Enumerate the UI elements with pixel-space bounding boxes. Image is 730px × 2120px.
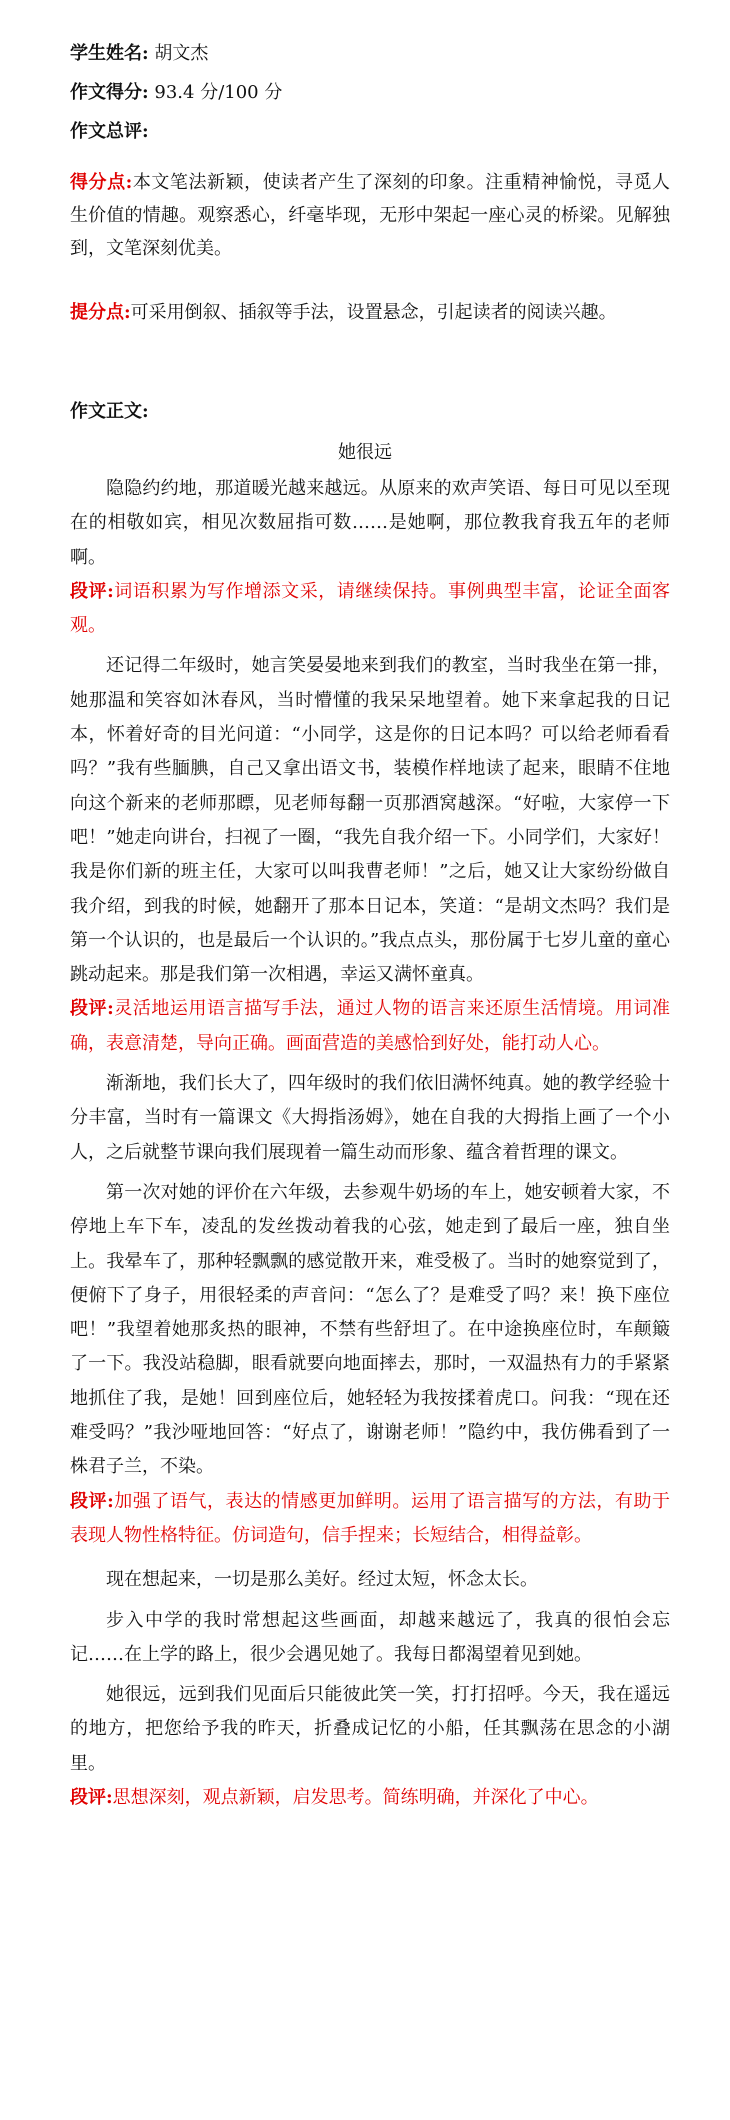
score-label: 作文得分: [70, 82, 149, 103]
essay-paragraph: 她很远，远到我们见面后只能彼此笑一笑，打打招呼。今天，我在遥远的地方，把您给予我的昨天，折叠成记忆的小船，任其飘荡在思念的小湖里。 [70, 1684, 670, 1774]
student-name-label: 学生姓名: [70, 43, 149, 64]
essay-paragraph: 还记得二年级时，她言笑晏晏地来到我们的教室，当时我坐在第一排，她那温和笑容如沐春风，当时懵懂的我呆呆地望着。她下来拿起我的日记本，怀着好奇的目光问道：“小同学，这是你的日记本吗？可以给老师看看吗？”我有些腼腆，自己又拿出语文书，装模作样地读了起来，眼睛不住地向这个新来的老师那瞟，见老师每翻一页那酒窝越深。“好啦，大家停一下吧！”她走向讲台，扫视了一圈，“我先自我介绍一下。小同学们，大家好！我是你们新的班主任，大家可以叫我曹老师！”之后，她又让大家纷纷做自我介绍，到我的时候，她翻开了那本日记本，笑道：“是胡文杰吗？我们是第一个认识的，也是最后一个认识的。”我点点头，那份属于七岁儿童的童心跳动起来。那是我们第一次相遇，幸运又满怀童真。 [70, 655, 670, 986]
comment-text: 词语积累为写作增添文采，请继续保持。事例典型丰富，论证全面客观。 [70, 580, 670, 637]
essay-paragraph: 现在想起来，一切是那么美好。经过太短，怀念太长。 [106, 1569, 538, 1591]
score-value: 93.4 分/100 分 [154, 82, 283, 103]
essay-body-heading: 作文正文: [70, 401, 149, 422]
comment-label: 段评: [70, 580, 114, 602]
paragraph-comment [70, 1781, 670, 1815]
essay-body [70, 472, 670, 1815]
score-line [70, 80, 282, 106]
paragraph-comment [70, 1485, 670, 1554]
paragraph-comment [70, 575, 670, 644]
strengths-text: 本文笔法新颖，使读者产生了深刻的印象。注重精神愉悦，寻觅人生价值的情趣。观察悉心，纤毫毕现，无形中架起一座心灵的桥梁。见解独到，文笔深刻优美。 [70, 172, 670, 259]
essay-title: 她很远 [338, 442, 392, 463]
review-improvements [70, 296, 670, 329]
improve-label: 提分点: [70, 302, 131, 323]
overall-review-heading: 作文总评: [70, 121, 149, 142]
paragraph-comment [70, 992, 670, 1061]
improve-text: 可采用倒叙、插叙等手法，设置悬念，引起读者的阅读兴趣。 [130, 302, 617, 323]
student-name-line [70, 41, 208, 67]
comment-label: 段评: [70, 1490, 114, 1512]
essay-paragraph: 隐隐约约地，那道暖光越来越远。从原来的欢声笑语、每日可见以至现在的相敬如宾，相见次数屈指可数……是她啊，那位教我育我五年的老师啊。 [70, 478, 670, 568]
strengths-label: 得分点: [70, 172, 133, 193]
comment-text: 加强了语气，表达的情感更加鲜明。运用了语言描写的方法，有助于表现人物性格特征。仿词造句，信手捏来；长短结合，相得益彰。 [70, 1490, 670, 1546]
comment-text: 思想深刻，观点新颖，启发思考。简练明确，并深化了中心。 [112, 1786, 599, 1808]
comment-label: 段评: [70, 998, 114, 1020]
student-name-value: 胡文杰 [154, 43, 209, 64]
essay-paragraph: 渐渐地，我们长大了，四年级时的我们依旧满怀纯真。她的教学经验十分丰富，当时有一篇课文《大拇指汤姆》，她在自我的大拇指上画了一个小人，之后就整节课向我们展现着一篇生动而形象、蕴含着哲理的课文。 [70, 1073, 670, 1163]
comment-text: 灵活地运用语言描写手法，通过人物的语言来还原生活情境。用词准确，表意清楚，导向正确。画面营造的美感恰到好处，能打动人心。 [70, 998, 670, 1054]
comment-label: 段评: [70, 1786, 113, 1808]
review-strengths [70, 166, 670, 265]
essay-paragraph: 步入中学的我时常想起这些画面，却越来越远了，我真的很怕会忘记……在上学的路上，很少会遇见她了。我每日都渴望着见到她。 [70, 1609, 670, 1665]
essay-paragraph: 第一次对她的评价在六年级，去参观牛奶场的车上，她安顿着大家，不停地上车下车，凌乱的发丝拨动着我的心弦，她走到了最后一座，独自坐上。我晕车了，那种轻飘飘的感觉散开来，难受极了。当时的她察觉到了，便俯下了身子，用很轻柔的声音问：“怎么了？是难受了吗？来！换下座位吧！”我望着她那炙热的眼神，不禁有些舒坦了。在中途换座位时，车颠簸了一下。我没站稳脚，眼看就要向地面摔去，那时，一双温热有力的手紧紧地抓住了我，是她！回到座位后，她轻轻为我按揉着虎口。问我：“现在还难受吗？”我沙哑地回答：“好点了，谢谢老师！”隐约中，我仿佛看到了一株君子兰，不染。 [70, 1181, 670, 1478]
